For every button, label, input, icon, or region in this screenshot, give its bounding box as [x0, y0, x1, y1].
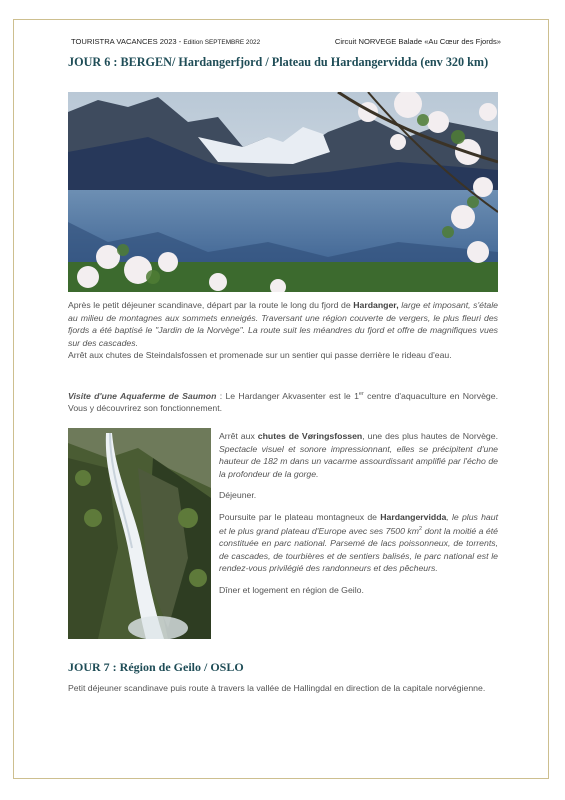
header-right: Circuit NORVEGE Balade «Au Cœur des Fjords»	[334, 37, 501, 46]
header-left: TOURISTRA VACANCES 2023 - Edition SEPTEMBRE 2022	[71, 37, 261, 46]
day7-paragraph: Petit déjeuner scandinave puis route à travers la vallée de Hallingdal en direction de la capitale norvégienne.	[68, 683, 486, 693]
plateau-paragraph: Poursuite par le plateau montagneux de Hardangervidda, le plus haut et le plus grand plateau d'Europe avec ses 7500 $km^2$ dont la moitié a été constituée en parc national. Parsemé de lacs poissonneux, de torrents, de cascades, de tourbières et de sentiers balisés, le parc national est le rendez-vous privilégié des randonneurs et des pêcheurs.	[219, 511, 499, 574]
waterfall-photo	[68, 428, 211, 639]
fjord-photo	[68, 92, 498, 292]
day6-paragraph-2: Visite d'une Aquaferme de Saumon : Le Hardanger Akvasenter est le 1er centre d'aquaculture en Norvège. Vous y découvrirez son fonctionnement.	[68, 390, 499, 414]
day7-title: JOUR 7 : Région de Geilo / OSLO	[68, 660, 244, 674]
dinner-line: Dîner et logement en région de Geilo.	[219, 584, 364, 595]
page-header	[71, 37, 501, 46]
lunch-line: Déjeuner.	[219, 490, 257, 500]
day6-paragraph-3: Arrêt aux chutes de Vøringsfossen, une des plus hautes de Norvège. Spectacle visuel et sonore impressionnant, elles se précipitent d'une hauteur de 182 m dans un vacarme assourdissant amplifié par l'écho de la profondeur de la gorge. Déjeuner. Poursuite par le plateau montagneux de Hardangervidda, le plus haut et le plus grand plateau d'Europe avec ses 7500 $km^2$ dont la moitié a été constituée en parc national. Parsemé de lacs poissonneux, de torrents, de cascades, de tourbières et de sentiers balisés, le parc national est le rendez-vous privilégié des randonneurs et des pêcheurs. Dîner et logement en région de Geilo.	[219, 431, 499, 595]
day6-paragraph-1: Après le petit déjeuner scandinave, départ par la route le long du fjord de Hardanger, large et imposant, s'étale au milieu de montagnes aux sommets enneigés. Traversant une région couverte de vergers, le plus fleuri des fjords a été baptisé le "Jardin de la Norvège". La route suit les méandres du fjord et offre de magnifiques vues sur des cascades. Arrêt aux chutes de Steindalsfossen et promenade sur un sentier qui passe derrière le rideau d'eau.	[68, 300, 498, 360]
header-edition: Edition SEPTEMBRE 2022	[183, 39, 261, 46]
day6-title: JOUR 6 : BERGEN/ Hardangerfjord / Plateau du Hardangervidda (env 320 km)	[68, 55, 489, 69]
